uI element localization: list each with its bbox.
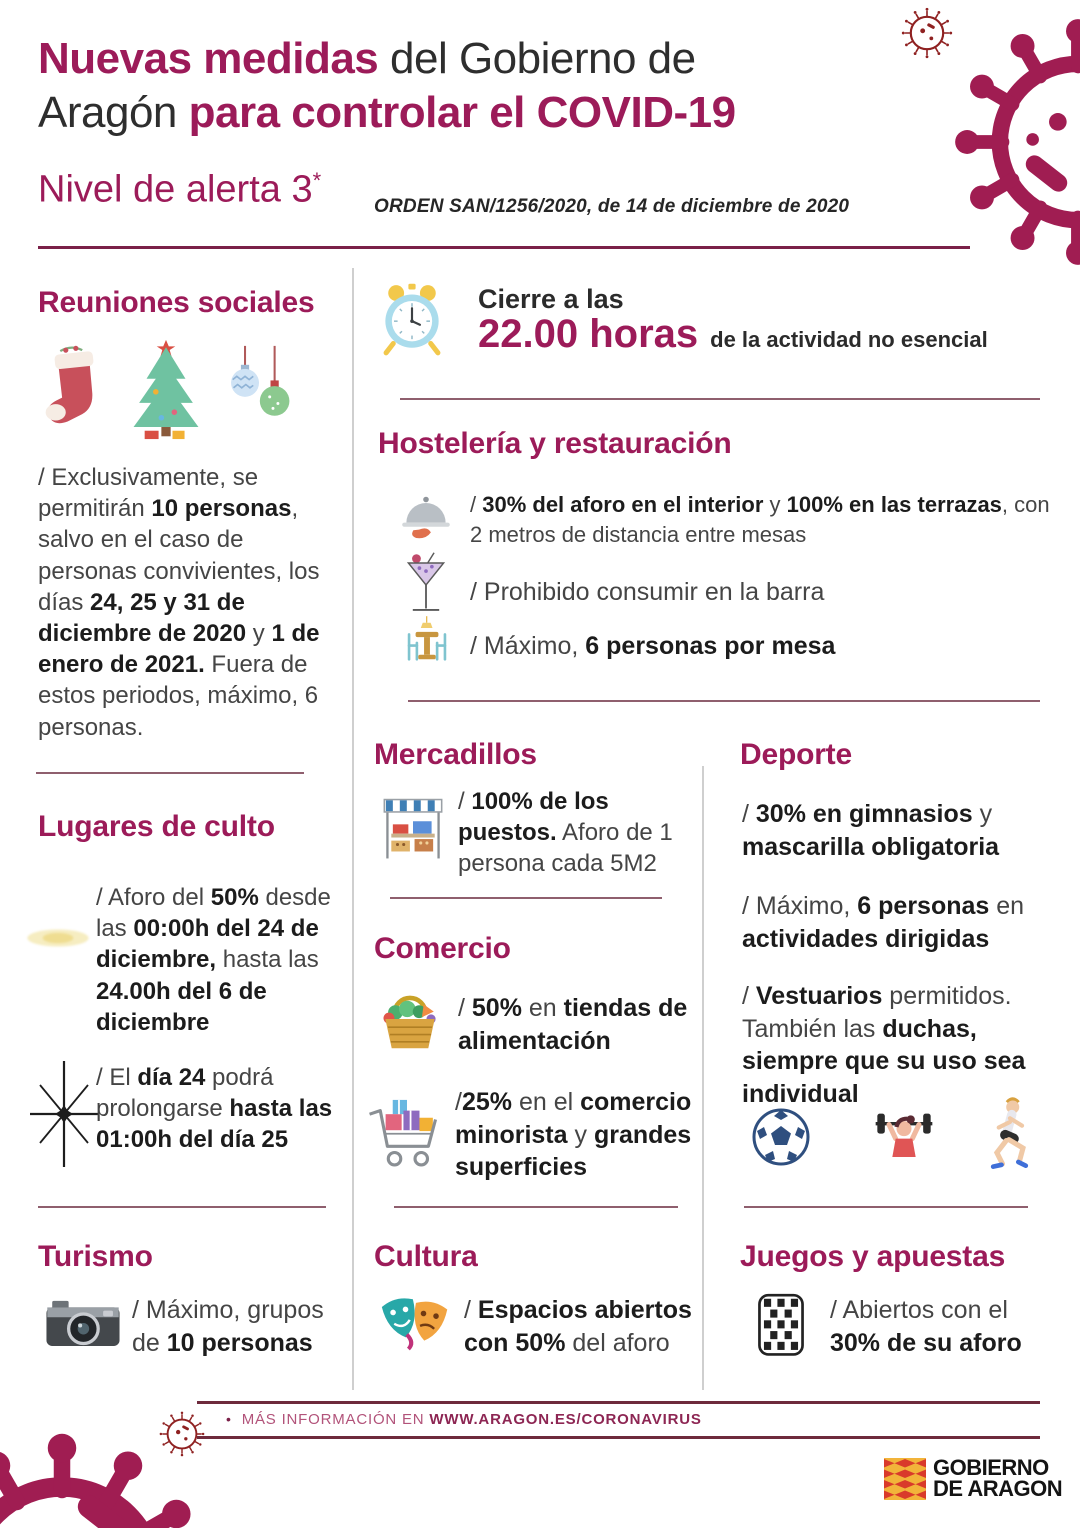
mercadillos-item: / 100% de los puestos. Aforo de 1 persona cada 5M2 <box>458 788 673 878</box>
section-heading-turismo: Turismo <box>38 1240 153 1273</box>
christmas-stocking-icon <box>42 342 106 436</box>
culto-item-dia24: / El día 24 podrá prolongarse hasta las 01:00h del día 25 <box>96 1064 333 1154</box>
section-heading-culto: Lugares de culto <box>38 810 275 843</box>
section-heading-deporte: Deporte <box>740 738 852 771</box>
shopping-cart-icon <box>366 1088 448 1176</box>
footer-rule-top <box>197 1401 1040 1404</box>
gobierno-aragon-logo <box>884 1455 1063 1501</box>
section-heading-mercadillos: Mercadillos <box>374 738 537 771</box>
section-heading-juegos: Juegos y apuestas <box>740 1240 1006 1273</box>
page-title <box>38 32 868 139</box>
cultura-item: / Espacios abiertos con 50% del aforo <box>464 1296 692 1357</box>
footer-info-prefix: MÁS INFORMACIÓN EN <box>241 1411 430 1428</box>
alarm-clock-icon <box>376 280 448 358</box>
order-reference: ORDEN SAN/1256/2020, de 14 de diciembre de 2020 <box>374 196 850 217</box>
deporte-item-vestuarios: / Vestuarios permitidos. También las duchas, siempre que su uso sea individual <box>742 982 1026 1108</box>
reuniones-body: / Exclusivamente, se permitirán 10 personas, salvo en el caso de personas convivientes, los días 24, 25 y 31 de diciembre de 2020 y 1 de enero de 2021. Fuera de estos periodos, máximo, 6 personas. <box>38 464 320 741</box>
culto-item-aforo: / Aforo del 50% desde las 00:00h del 24 de diciembre, hasta las 24.00h del 6 de diciembre <box>96 884 331 1036</box>
christmas-ornaments-icon <box>222 340 296 434</box>
hosteleria-divider <box>408 700 1040 702</box>
comercio-divider <box>394 1206 678 1208</box>
title-line-2: Aragón para controlar el COVID-19 <box>38 87 736 137</box>
header-divider <box>38 246 970 249</box>
christmas-tree-icon <box>124 338 208 440</box>
deporte-item-actividades: / Máximo, 6 personas en actividades dirigidas <box>742 892 1025 953</box>
comercio-item-alimentacion: / 50% en tiendas de alimentación <box>458 994 688 1055</box>
poker-chips-icon <box>752 1288 810 1358</box>
comercio-item-minorista: /25% en el comercio minorista y grandes superficies <box>455 1088 692 1181</box>
footer-bullet: • <box>226 1411 232 1427</box>
title-line-1: Nuevas medidas del Gobierno de <box>38 34 696 83</box>
weightlifter-icon <box>866 1102 942 1172</box>
footer-rule-bottom <box>197 1436 1040 1439</box>
hosteleria-item-barra: / Prohibido consumir en la barra <box>470 578 825 606</box>
coronavirus-icon-footer <box>0 1430 212 1528</box>
left-divider-1 <box>36 772 304 774</box>
soccer-ball-icon <box>750 1106 812 1168</box>
market-stall-icon <box>382 792 444 866</box>
hosteleria-item-aforo: / 30% del aforo en el interior y 100% en las terrazas, con 2 metros de distancia entre mesas <box>470 492 1050 547</box>
hosteleria-item-mesa: / Máximo, 6 personas por mesa <box>470 632 836 660</box>
candle-glow-icon <box>24 912 92 964</box>
left-divider-2 <box>38 1206 326 1208</box>
mercadillos-divider <box>390 897 662 899</box>
serving-dish-icon <box>398 488 454 546</box>
section-heading-reuniones: Reuniones sociales <box>38 286 315 319</box>
food-basket-icon <box>378 986 442 1052</box>
closure-pre: Cierre a las <box>478 284 624 314</box>
turismo-item: / Máximo, grupos de 10 personas <box>132 1296 324 1357</box>
logo-text: GOBIERNO DE ARAGON <box>933 1455 1063 1501</box>
alert-asterisk: * <box>312 168 322 193</box>
coronavirus-icon <box>952 16 1080 268</box>
section-heading-cultura: Cultura <box>374 1240 478 1273</box>
star-burst-icon <box>24 1058 104 1170</box>
closure-divider <box>400 398 1040 400</box>
deporte-item-gimnasios: / 30% en gimnasios y mascarilla obligatoria <box>742 800 1000 861</box>
table-and-chairs-icon <box>396 608 458 674</box>
column-divider-left <box>352 268 354 1390</box>
juegos-item: / Abiertos con el 30% de su aforo <box>830 1296 1022 1357</box>
theater-masks-icon <box>378 1288 454 1354</box>
alert-level: Nivel de alerta 3* <box>38 168 322 211</box>
camera-icon <box>44 1292 122 1354</box>
closure-post: de la actividad no esencial <box>710 327 988 352</box>
footer-info-url: WWW.ARAGON.ES/CORONAVIRUS <box>429 1411 702 1428</box>
section-heading-comercio: Comercio <box>374 932 511 965</box>
runner-icon <box>982 1096 1036 1174</box>
footer-info <box>226 1411 702 1428</box>
section-heading-hosteleria: Hostelería y restauración <box>378 427 732 460</box>
deporte-divider <box>744 1206 1028 1208</box>
closure-line <box>478 312 988 357</box>
aragon-flag-icon <box>884 1458 926 1500</box>
closure-time: 22.00 horas <box>478 312 699 356</box>
coronavirus-outline-icon <box>900 6 954 60</box>
